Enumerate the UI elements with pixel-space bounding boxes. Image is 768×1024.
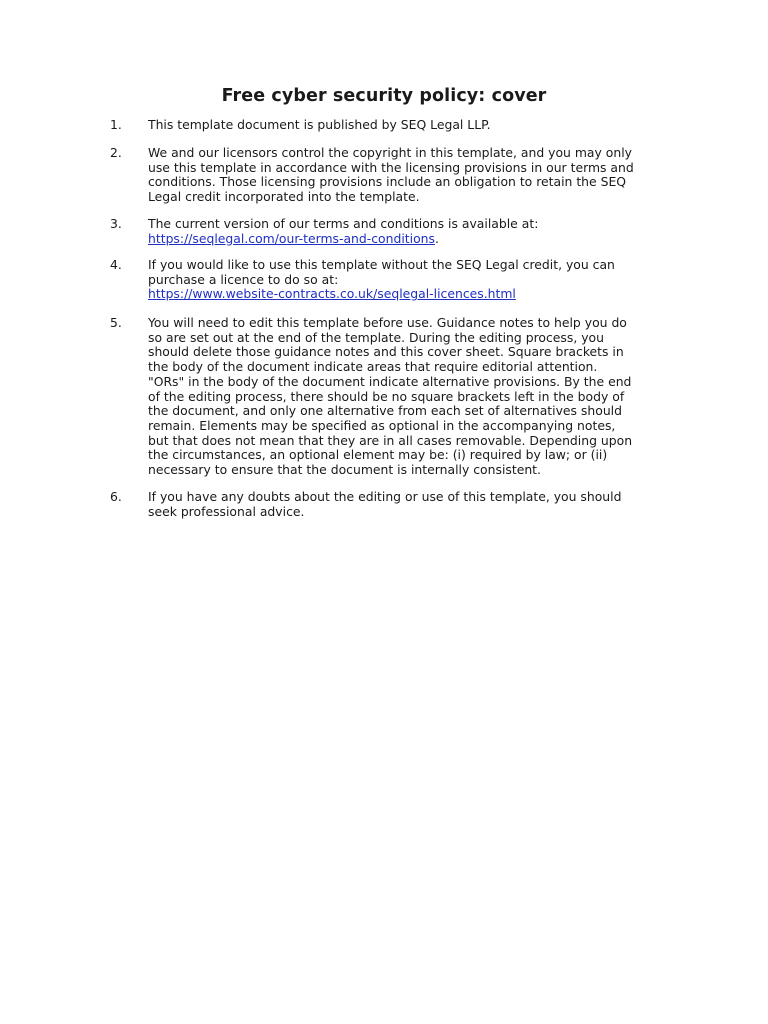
text-line: If you would like to use this template without the SEQ Legal credit, you can — [148, 257, 615, 272]
text-line: seek professional advice. — [148, 503, 305, 519]
item-text — [148, 316, 670, 478]
text-line: but that does not mean that they are in all cases removable. Depending upon — [148, 432, 633, 448]
text-line: the circumstances, an optional element may be: (i) required by law; or (ii) — [148, 447, 608, 463]
text-line: You will need to edit this template before use. Guidance notes to help you do — [148, 315, 627, 330]
item-number: 2. — [110, 145, 122, 160]
item-text — [148, 217, 670, 246]
item-text — [148, 258, 670, 302]
page-title: Free cyber security policy: cover — [221, 86, 547, 106]
item-number: 6. — [110, 489, 122, 504]
text-line: necessary to ensure that the document is internally consistent. — [148, 462, 541, 478]
item-number: 1. — [110, 117, 122, 132]
text-line: Legal credit incorporated into the template. — [148, 189, 420, 205]
item-text — [148, 118, 670, 133]
link-line — [148, 232, 670, 247]
text-line: conditions. Those licensing provisions include an obligation to retain the SEQ — [148, 174, 627, 190]
text-line: remain. Elements may be specified as optional in the accompanying notes, — [148, 417, 616, 433]
text-line: so are set out at the end of the template. During the editing process, you — [148, 329, 604, 345]
link-suffix: . — [435, 230, 439, 246]
item-text — [148, 490, 670, 519]
text-line: The current version of our terms and conditions is available at: — [148, 216, 539, 231]
text-line: should delete those guidance notes and this cover sheet. Square brackets in — [148, 344, 624, 360]
text-line: "ORs" in the body of the document indicate alternative provisions. By the end — [148, 373, 632, 389]
item-number: 5. — [110, 315, 122, 330]
item-number: 3. — [110, 216, 122, 231]
text-line: the document, and only one alternative from each set of alternatives should — [148, 403, 622, 419]
text-line: If you have any doubts about the editing or use of this template, you should — [148, 489, 622, 504]
text-line: use this template in accordance with the licensing provisions in our terms and — [148, 159, 634, 175]
text-line: purchase a licence to do so at: — [148, 271, 339, 287]
text-line: We and our licensors control the copyright in this template, and you may only — [148, 145, 632, 160]
text-line: of the editing process, there should be no square brackets left in the body of — [148, 388, 625, 404]
licence-purchase-link[interactable]: https://www.website-contracts.co.uk/seqlegal-licences.html — [148, 286, 516, 302]
link-line — [148, 287, 670, 302]
item-number: 4. — [110, 257, 122, 272]
text-line: the body of the document indicate areas that require editorial attention. — [148, 359, 598, 375]
item-text — [148, 146, 670, 205]
terms-conditions-link[interactable]: https://seqlegal.com/our-terms-and-conditions — [148, 230, 435, 246]
text-line: This template document is published by SEQ Legal LLP. — [148, 117, 491, 132]
